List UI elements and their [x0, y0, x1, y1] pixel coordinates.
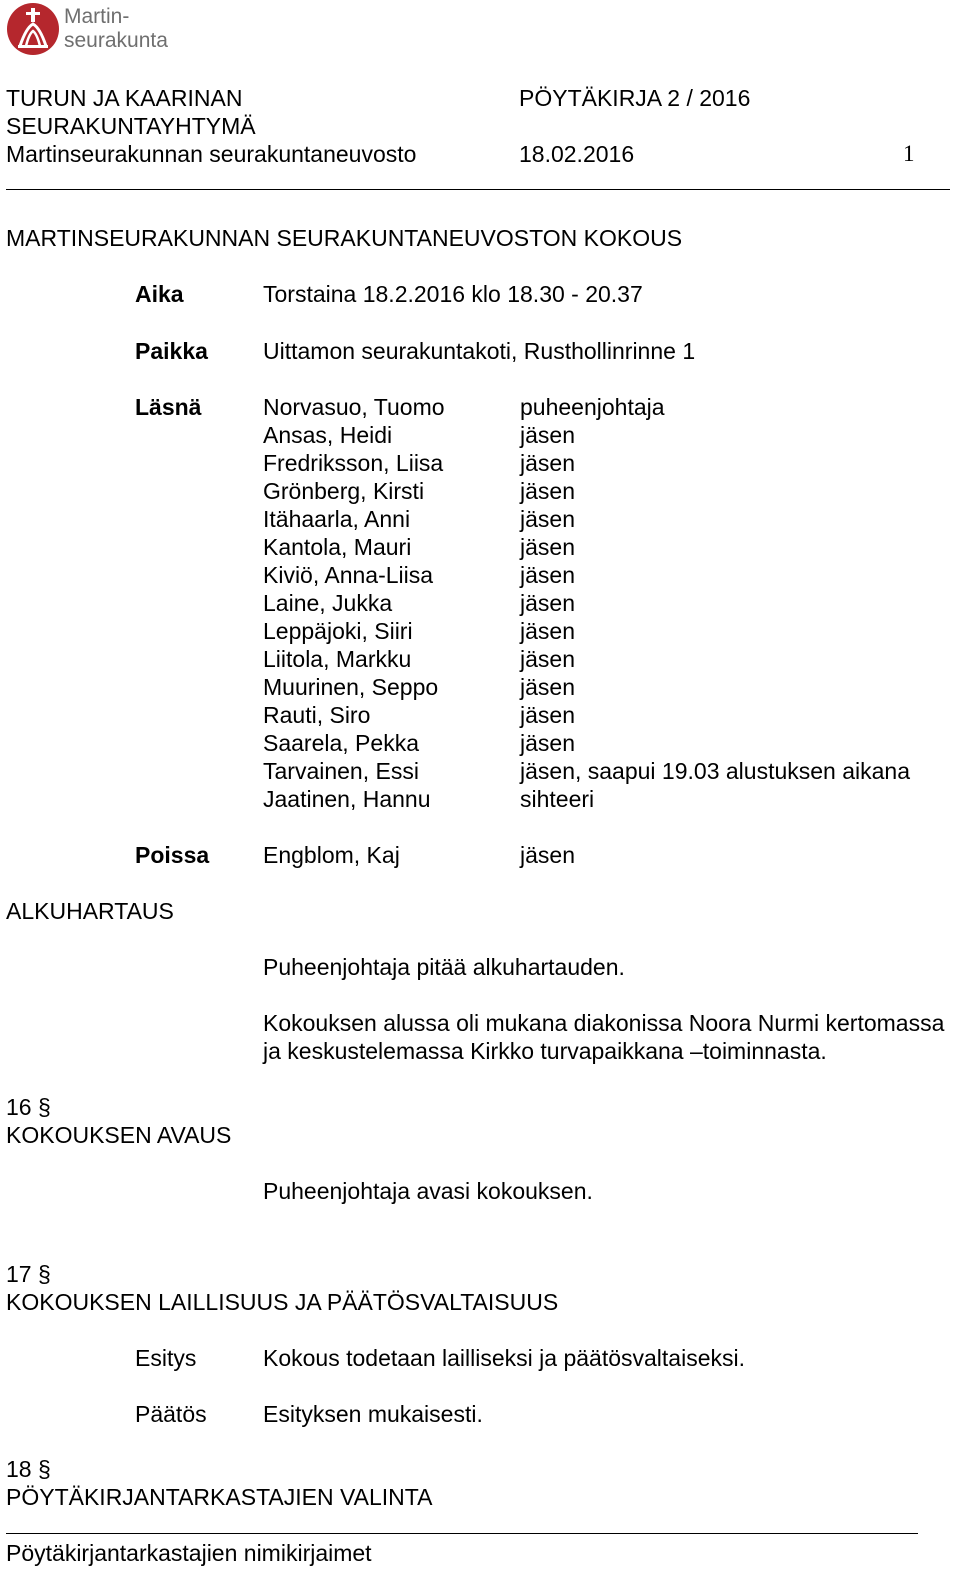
logo-line-2: seurakunta [64, 29, 168, 52]
member-row [263, 505, 953, 533]
member-name: Tarvainen, Essi [263, 758, 419, 784]
absent-member-name: Engblom, Kaj [263, 842, 400, 868]
member-role: jäsen [520, 478, 575, 504]
member-name: Itähaarla, Anni [263, 506, 411, 532]
member-name: Muurinen, Seppo [263, 674, 439, 700]
member-name: Jaatinen, Hannu [263, 786, 431, 812]
section-16-number: 16 § [6, 1094, 51, 1120]
opening-note-line-1: Kokouksen alussa oli mukana diakonissa Noora Nurmi kertomassa [263, 1010, 945, 1036]
section-17-number: 17 § [6, 1261, 51, 1287]
org-name-line-1: TURUN JA KAARINAN [6, 85, 243, 111]
member-row [263, 421, 953, 449]
section-17-proposal-label: Esitys [135, 1345, 197, 1371]
member-role: jäsen [520, 562, 575, 588]
time-value: Torstaina 18.2.2016 klo 18.30 - 20.37 [263, 281, 643, 307]
member-name: Grönberg, Kirsti [263, 478, 425, 504]
section-17-title: KOKOUKSEN LAILLISUUS JA PÄÄTÖSVALTAISUUS [6, 1289, 559, 1315]
member-row [263, 449, 953, 477]
member-name: Kiviö, Anna-Liisa [263, 562, 434, 588]
member-role: jäsen [520, 506, 575, 532]
member-row [263, 561, 953, 589]
opening-note-line-2: ja keskustelemassa Kirkko turvapaikkana –toiminnasta. [263, 1038, 827, 1064]
header-divider [6, 189, 950, 190]
section-16-text: Puheenjohtaja avasi kokouksen. [263, 1178, 593, 1204]
absent-label: Poissa [135, 842, 210, 868]
member-role: jäsen [520, 618, 575, 644]
member-row [263, 477, 953, 505]
initials-label: Pöytäkirjantarkastajien nimikirjaimet [6, 1540, 372, 1566]
member-role: jäsen [520, 590, 575, 616]
time-label: Aika [135, 281, 184, 307]
section-18-number: 18 § [6, 1456, 51, 1482]
document-title: PÖYTÄKIRJA 2 / 2016 [519, 85, 751, 111]
member-name: Ansas, Heidi [263, 422, 393, 448]
member-role: jäsen [520, 674, 575, 700]
present-members-list [263, 393, 953, 813]
member-name: Fredriksson, Liisa [263, 450, 444, 476]
section-16-title: KOKOUKSEN AVAUS [6, 1122, 232, 1148]
member-row [263, 785, 953, 813]
place-label: Paikka [135, 338, 208, 364]
member-row [263, 533, 953, 561]
opening-section-text: Puheenjohtaja pitää alkuhartauden. [263, 954, 625, 980]
member-row [263, 589, 953, 617]
member-role: puheenjohtaja [520, 394, 665, 420]
member-role: sihteeri [520, 786, 595, 812]
member-role: jäsen [520, 450, 575, 476]
member-row [263, 701, 953, 729]
member-row [263, 617, 953, 645]
org-name-line-2: SEURAKUNTAYHTYMÄ [6, 113, 256, 139]
logo-line-1: Martin- [64, 5, 130, 28]
member-role: jäsen [520, 534, 575, 560]
member-role: jäsen [520, 730, 575, 756]
member-name: Norvasuo, Tuomo [263, 394, 445, 420]
document-date: 18.02.2016 [519, 141, 635, 167]
martinseurakunta-logo [6, 2, 186, 58]
present-label: Läsnä [135, 394, 202, 420]
member-role: jäsen [520, 422, 575, 448]
page-number: 1 [903, 141, 915, 166]
absent-member-role: jäsen [520, 842, 575, 868]
section-18-title: PÖYTÄKIRJANTARKASTAJIEN VALINTA [6, 1484, 433, 1510]
member-row [263, 645, 953, 673]
section-17-decision-label: Päätös [135, 1401, 207, 1427]
member-role: jäsen [520, 646, 575, 672]
member-role: jäsen, saapui 19.03 alustuksen aikana [520, 758, 911, 784]
meeting-title: MARTINSEURAKUNNAN SEURAKUNTANEUVOSTON KOKOUS [6, 225, 683, 251]
place-value: Uittamon seurakuntakoti, Rusthollinrinne 1 [263, 338, 696, 364]
member-role: jäsen [520, 702, 575, 728]
member-name: Rauti, Siro [263, 702, 371, 728]
member-row [263, 673, 953, 701]
section-17-proposal-text: Kokous todetaan lailliseksi ja päätösvaltaiseksi. [263, 1345, 745, 1371]
member-row [263, 757, 953, 785]
logo-wordmark [64, 5, 168, 53]
member-row [263, 393, 953, 421]
church-seal-icon [6, 2, 60, 56]
footer-divider [6, 1533, 918, 1534]
member-name: Leppäjoki, Siiri [263, 618, 413, 644]
member-name: Liitola, Markku [263, 646, 412, 672]
council-name: Martinseurakunnan seurakuntaneuvosto [6, 141, 417, 167]
member-name: Saarela, Pekka [263, 730, 419, 756]
section-17-decision-text: Esityksen mukaisesti. [263, 1401, 483, 1427]
member-name: Kantola, Mauri [263, 534, 412, 560]
opening-section-title: ALKUHARTAUS [6, 898, 174, 924]
member-name: Laine, Jukka [263, 590, 393, 616]
member-row [263, 729, 953, 757]
